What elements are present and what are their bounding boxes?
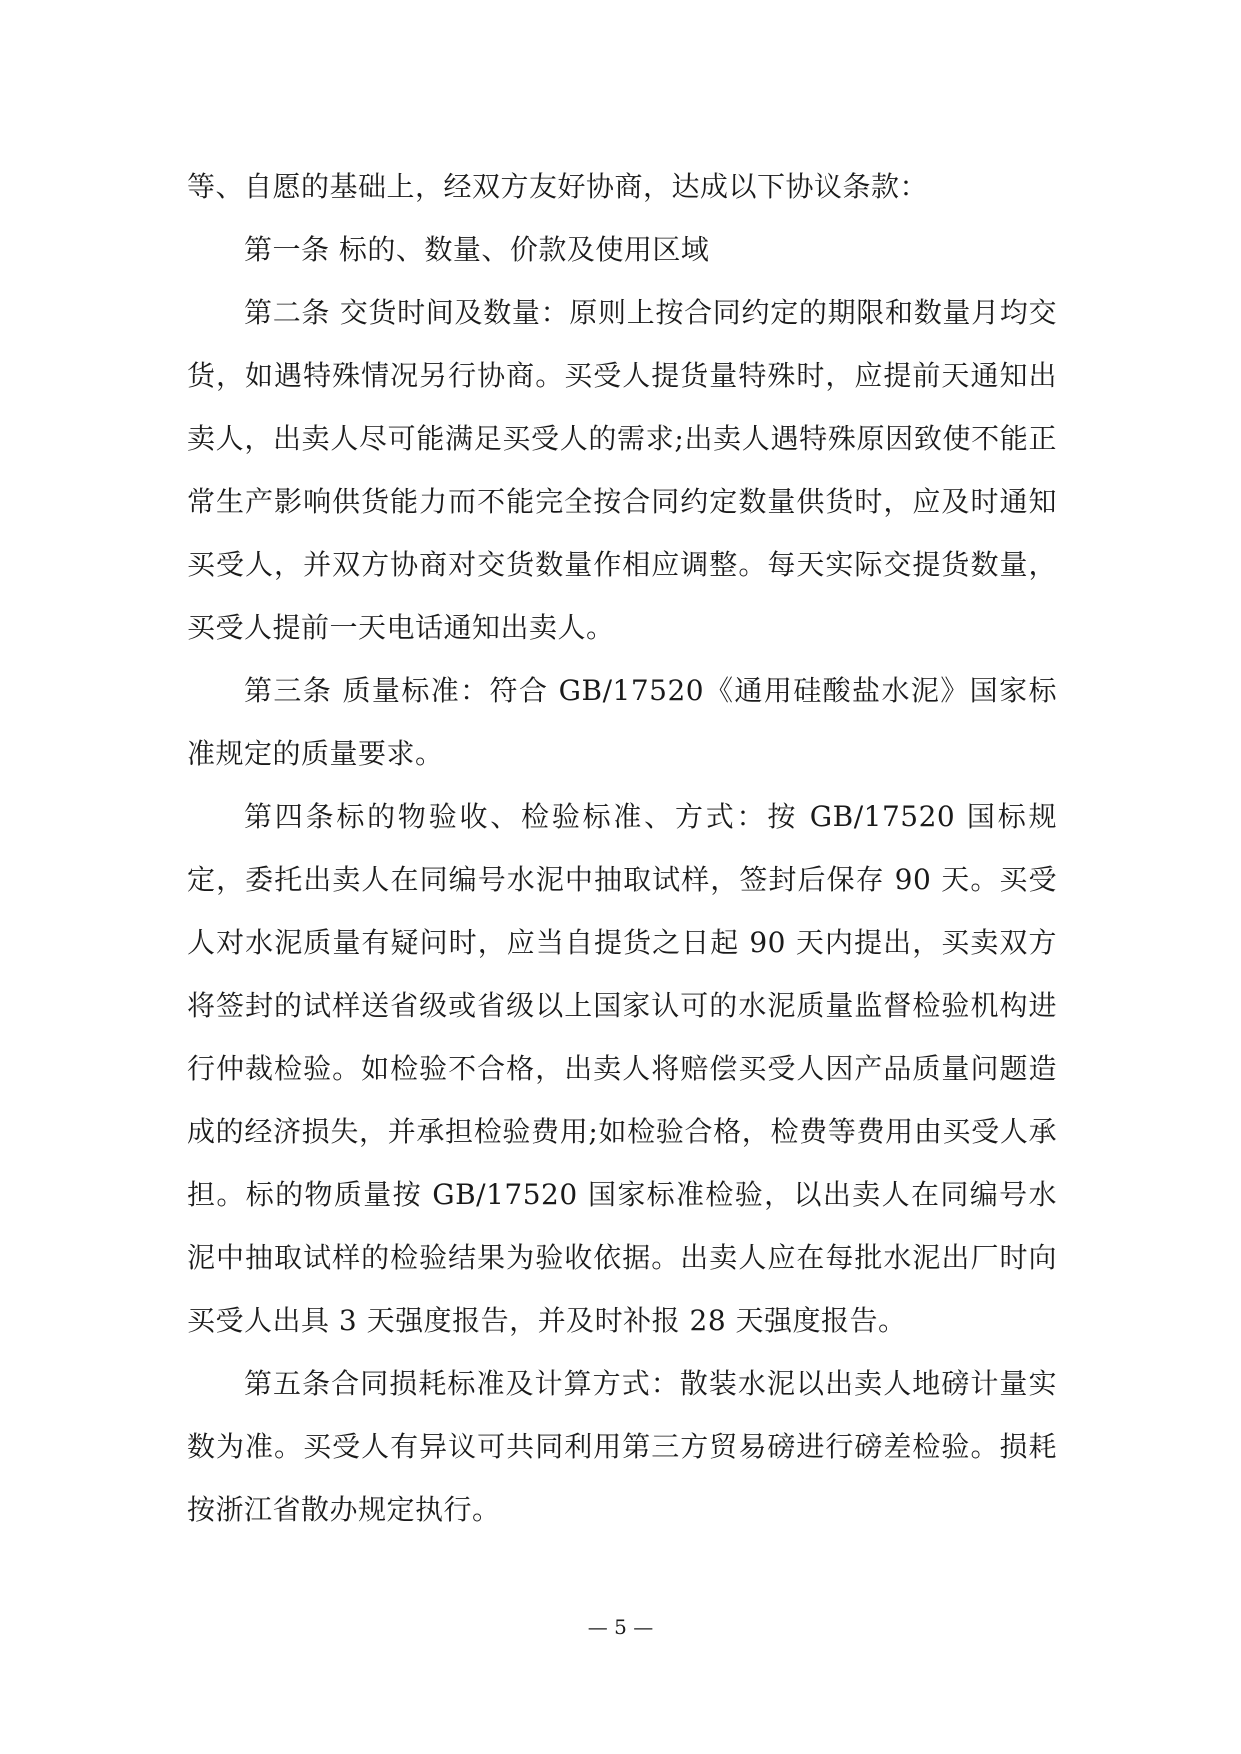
paragraph-article-4: 第四条标的物验收、检验标准、方式：按 GB/17520 国标规定，委托出卖人在同编号水泥中抽取试样，签封后保存 90 天。买受人对水泥质量有疑问时，应当自提货之日起 90 天内提出，买卖双方将签封的试样送省级或省级以上国家认可的水泥质量监督检验机构进行仲裁检验。如检验不合格，出卖人将赔偿买受人因产品质量问题造成的经济损失，并承担检验费用;如检验合格，检费等费用由买受人承担。标的物质量按 GB/17520 国家标准检验，以出卖人在同编号水泥中抽取试样的检验结果为验收依据。出卖人应在每批水泥出厂时向买受人出具 3 天强度报告，并及时补报 28 天强度报告。	[187, 800, 1057, 1337]
paragraph-article-2: 第二条 交货时间及数量：原则上按合同约定的期限和数量月均交货，如遇特殊情况另行协商。买受人提货量特殊时，应提前天通知出卖人，出卖人尽可能满足买受人的需求;出卖人遇特殊原因致使不能正常生产影响供货能力而不能完全按合同约定数量供货时，应及时通知买受人，并双方协商对交货数量作相应调整。每天实际交提货数量，买受人提前一天电话通知出卖人。	[187, 296, 1057, 644]
paragraph-article-1: 第一条 标的、数量、价款及使用区域	[244, 233, 710, 266]
paragraph-article-3: 第三条 质量标准：符合 GB/17520《通用硅酸盐水泥》国家标准规定的质量要求。	[187, 674, 1057, 770]
paragraph-article-5: 第五条合同损耗标准及计算方式：散装水泥以出卖人地磅计量实数为准。买受人有异议可共同利用第三方贸易磅进行磅差检验。损耗按浙江省散办规定执行。	[187, 1367, 1057, 1526]
document-body	[187, 155, 1057, 1541]
page-number: — 5 —	[587, 1615, 654, 1639]
paragraph-continuation: 等、自愿的基础上，经双方友好协商，达成以下协议条款：	[187, 170, 929, 203]
